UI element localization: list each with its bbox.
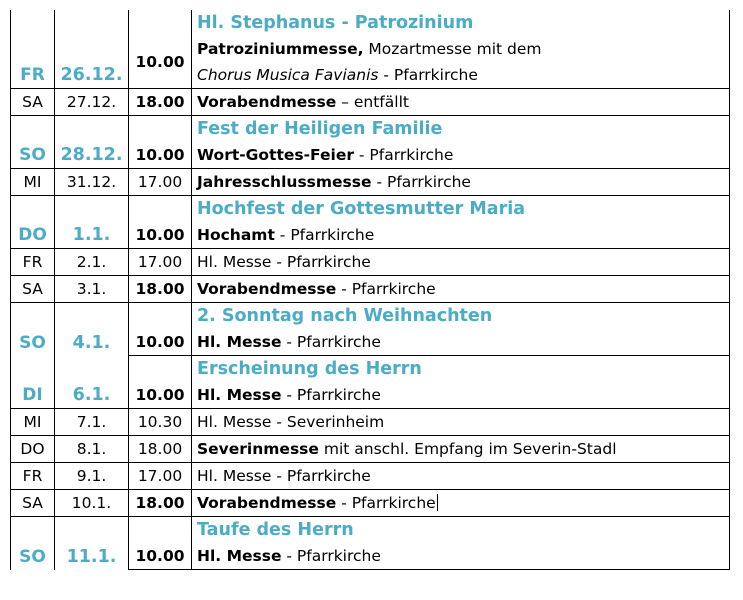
service-location: - Pfarrkirche: [281, 333, 381, 351]
service-cell: [192, 543, 730, 570]
choir-name: Chorus Musica Favianis: [197, 66, 379, 84]
weekday-cell: SO: [11, 116, 55, 169]
date-cell: 10.1.: [55, 490, 129, 517]
service-location: - Pfarrkirche: [353, 146, 454, 164]
service-name: Vorabendmesse: [197, 93, 337, 111]
time-cell: 17.00: [129, 169, 192, 196]
service-name: Wort-Gottes-Feier: [197, 146, 354, 164]
service-name: Severinmesse: [197, 440, 319, 458]
feast-title: Hl. Stephanus - Patrozinium: [192, 10, 730, 36]
time-cell: 10.00: [129, 36, 192, 89]
service-location: - Pfarrkirche: [281, 386, 381, 404]
time-cell-empty: [129, 116, 192, 143]
service-cell: Hl. Messe - Severinheim: [192, 409, 730, 436]
text-cursor: [437, 494, 438, 511]
feast-title: Fest der Heiligen Familie: [192, 116, 730, 143]
time-cell: 10.00: [129, 142, 192, 169]
service-cell: [192, 142, 730, 169]
feast-row: [11, 10, 730, 36]
service-location: - Pfarrkirche: [281, 547, 381, 565]
time-cell: 18.00: [129, 490, 192, 517]
service-name: Jahresschlussmesse: [197, 173, 372, 191]
weekday-cell: DO: [11, 436, 55, 463]
service-row: [11, 276, 730, 303]
time-cell-empty: [129, 10, 192, 36]
time-cell: 18.00: [129, 436, 192, 463]
weekday-cell: FR: [11, 463, 55, 490]
date-cell: 6.1.: [55, 356, 129, 409]
date-cell: 28.12.: [55, 116, 129, 169]
time-cell-empty: [129, 196, 192, 223]
time-cell: 10.00: [129, 222, 192, 249]
service-cell: [192, 436, 730, 463]
service-location: - Pfarrkirche: [336, 280, 436, 298]
service-location: - Pfarrkirche: [336, 494, 436, 512]
service-row: [11, 409, 730, 436]
service-detail: Mozartmesse mit dem: [363, 40, 542, 58]
time-cell-empty: [129, 517, 192, 544]
feast-row: [11, 517, 730, 544]
weekday-cell: SA: [11, 89, 55, 116]
service-row: [11, 436, 730, 463]
service-row: [11, 490, 730, 517]
service-cell: Hl. Messe - Pfarrkirche: [192, 249, 730, 276]
feast-title: Hochfest der Gottesmutter Maria: [192, 196, 730, 223]
time-cell: 10.00: [129, 382, 192, 409]
service-cell: [192, 276, 730, 303]
service-name: Hl. Messe: [197, 547, 282, 565]
weekday-cell: DO: [11, 196, 55, 249]
date-cell: 9.1.: [55, 463, 129, 490]
date-cell: 26.12.: [55, 10, 129, 89]
service-cell: [192, 36, 730, 62]
service-cell: [192, 89, 730, 116]
time-cell: 17.00: [129, 463, 192, 490]
service-location: - Pfarrkirche: [274, 226, 375, 244]
feast-row: [11, 303, 730, 330]
time-cell: 18.00: [129, 89, 192, 116]
weekday-cell: SA: [11, 276, 55, 303]
weekday-cell: FR: [11, 249, 55, 276]
service-cell: [192, 382, 730, 409]
weekday-cell: SA: [11, 490, 55, 517]
feast-row: [11, 196, 730, 223]
weekday-cell: MI: [11, 169, 55, 196]
service-cell: [192, 222, 730, 249]
service-row: [11, 169, 730, 196]
date-cell: 4.1.: [55, 303, 129, 356]
time-cell: 18.00: [129, 276, 192, 303]
weekday-cell: MI: [11, 409, 55, 436]
time-cell-empty: [129, 356, 192, 383]
feast-row: [11, 356, 730, 383]
time-cell-empty: [129, 303, 192, 330]
feast-title: Taufe des Herrn: [192, 517, 730, 544]
feast-row: [11, 116, 730, 143]
weekday-cell: SO: [11, 303, 55, 356]
service-name: Vorabendmesse: [197, 280, 337, 298]
service-location: - Pfarrkirche: [378, 66, 478, 84]
service-name: Hochamt: [197, 226, 275, 244]
date-cell: 3.1.: [55, 276, 129, 303]
feast-title: Erscheinung des Herrn: [192, 356, 730, 383]
time-cell: 10.00: [129, 329, 192, 356]
feast-title: 2. Sonntag nach Weihnachten: [192, 303, 730, 330]
service-name: Hl. Messe: [197, 333, 282, 351]
date-cell: 2.1.: [55, 249, 129, 276]
weekday-cell: SO: [11, 517, 55, 570]
mass-schedule-table: [10, 10, 730, 570]
date-cell: 11.1.: [55, 517, 129, 570]
service-cell: [192, 329, 730, 356]
service-location: - Pfarrkirche: [371, 173, 471, 191]
service-cell: [192, 62, 730, 89]
time-cell: 17.00: [129, 249, 192, 276]
service-detail: – entfällt: [336, 93, 409, 111]
date-cell: 1.1.: [55, 196, 129, 249]
date-cell: 27.12.: [55, 89, 129, 116]
service-cell: Hl. Messe - Pfarrkirche: [192, 463, 730, 490]
weekday-cell: DI: [11, 356, 55, 409]
service-cell: [192, 169, 730, 196]
time-cell: 10.30: [129, 409, 192, 436]
service-row: [11, 89, 730, 116]
date-cell: 7.1.: [55, 409, 129, 436]
weekday-cell: FR: [11, 10, 55, 89]
service-cell[interactable]: [192, 490, 730, 517]
date-cell: 31.12.: [55, 169, 129, 196]
service-row: [11, 463, 730, 490]
service-name: Hl. Messe: [197, 386, 282, 404]
service-name: Vorabendmesse: [197, 494, 337, 512]
time-cell: 10.00: [129, 543, 192, 570]
service-row: [11, 249, 730, 276]
service-detail: mit anschl. Empfang im Severin-Stadl: [318, 440, 617, 458]
date-cell: 8.1.: [55, 436, 129, 463]
service-name: Patroziniummesse,: [197, 40, 364, 58]
